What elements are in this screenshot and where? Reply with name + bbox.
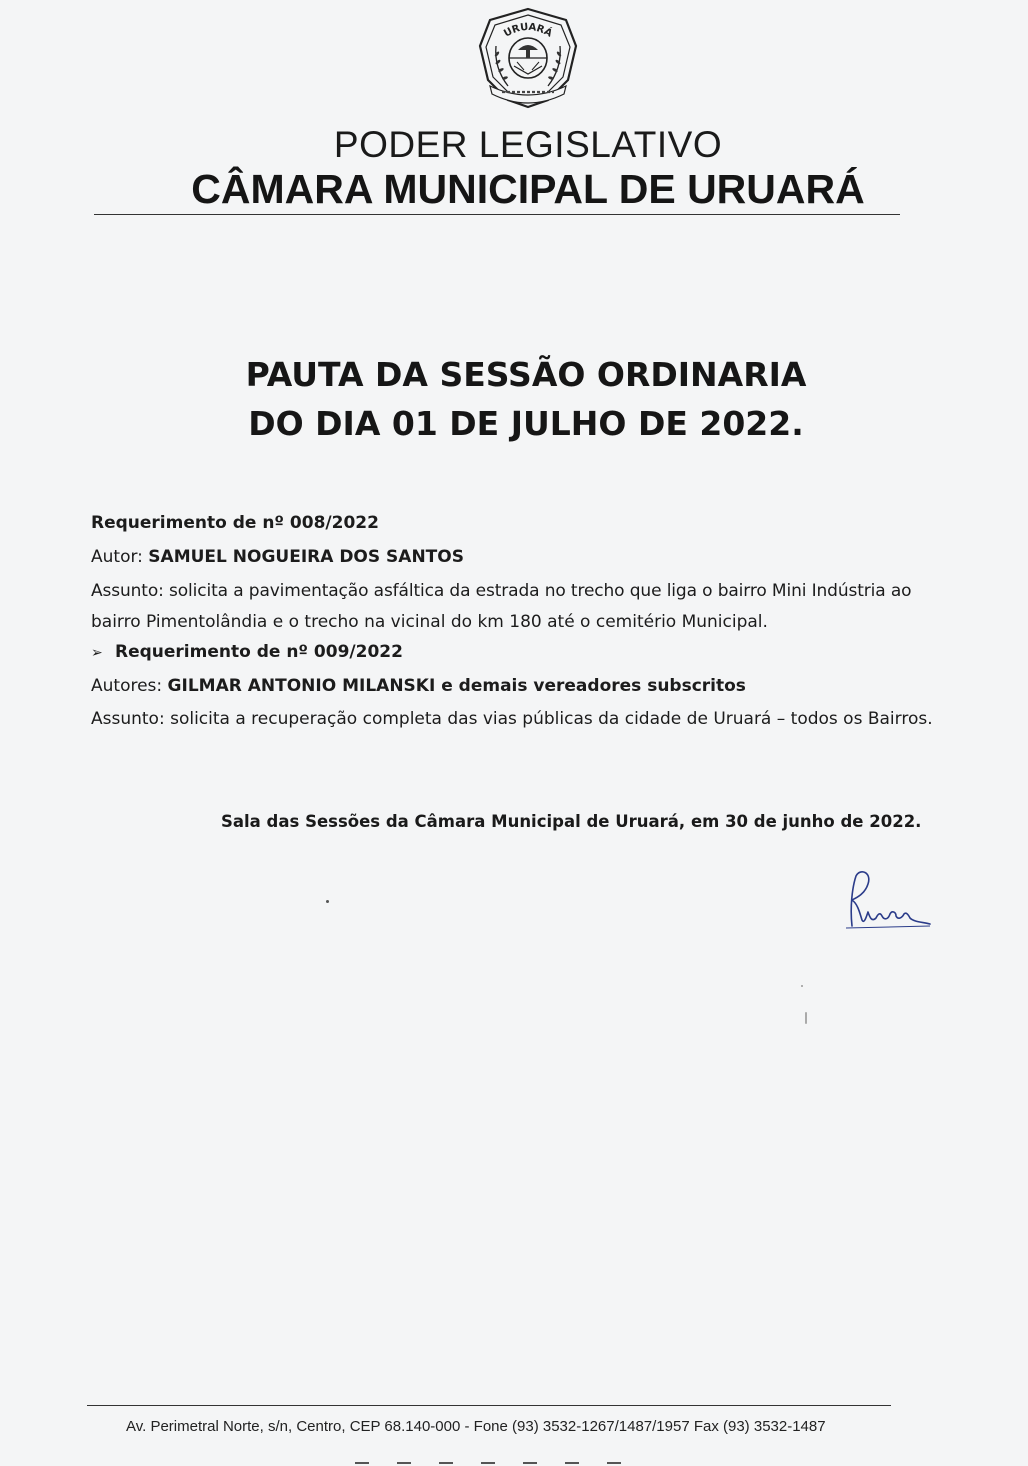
title-line-1: PAUTA DA SESSÃO ORDINARIA <box>245 355 807 394</box>
item-1-author-line <box>91 547 464 567</box>
item-1-heading: Requerimento de nº 008/2022 <box>91 513 379 533</box>
item-2-author: GILMAR ANTONIO MILANSKI e demais vereadores subscritos <box>167 676 746 696</box>
item-1-subject-line-2: bairro Pimentolândia e o trecho na vicinal do km 180 até o cemitério Municipal. <box>91 612 768 632</box>
footer-address: Av. Perimetral Norte, s/n, Centro, CEP 68.140-000 - Fone (93) 3532-1267/1487/1957 Fax (93) 3532-1487 <box>126 1418 826 1435</box>
item-2-heading: Requerimento de nº 009/2022 <box>115 642 403 662</box>
scan-speck <box>326 900 329 903</box>
item-2-author-line <box>91 676 746 696</box>
item-1-author: SAMUEL NOGUEIRA DOS SANTOS <box>148 547 464 567</box>
item-2-heading-line <box>91 642 403 662</box>
bullet-arrow-icon: ➢ <box>91 645 103 661</box>
item-2-subject-line-1: Assunto: solicita a recuperação completa das vias públicas da cidade de Uruará – todos os Bairros. <box>91 709 933 729</box>
header-legislative-power: PODER LEGISLATIVO <box>333 124 723 165</box>
closing-statement: Sala das Sessões da Câmara Municipal de Uruará, em 30 de junho de 2022. <box>221 812 922 831</box>
municipal-coat-of-arms-icon <box>472 6 584 110</box>
scan-speck <box>805 1012 807 1024</box>
svg-text:URUARÁ: URUARÁ <box>502 21 554 40</box>
item-1-subject-line-1: Assunto: solicita a pavimentação asfáltica da estrada no trecho que liga o bairro Mini Indústria ao <box>91 581 912 601</box>
header-divider <box>94 214 900 215</box>
header-chamber-name: CÂMARA MUNICIPAL DE URUARÁ <box>191 166 865 212</box>
handwritten-signature-icon <box>838 868 938 934</box>
item-2-author-label: Autores: <box>91 676 163 696</box>
title-line-2: DO DIA 01 DE JULHO DE 2022. <box>248 404 804 443</box>
item-1-author-label: Autor: <box>91 547 143 567</box>
scan-speck <box>801 985 803 987</box>
footer-divider <box>87 1405 891 1406</box>
footer-cut-off-line <box>355 1452 685 1466</box>
document-title <box>0 350 1028 448</box>
